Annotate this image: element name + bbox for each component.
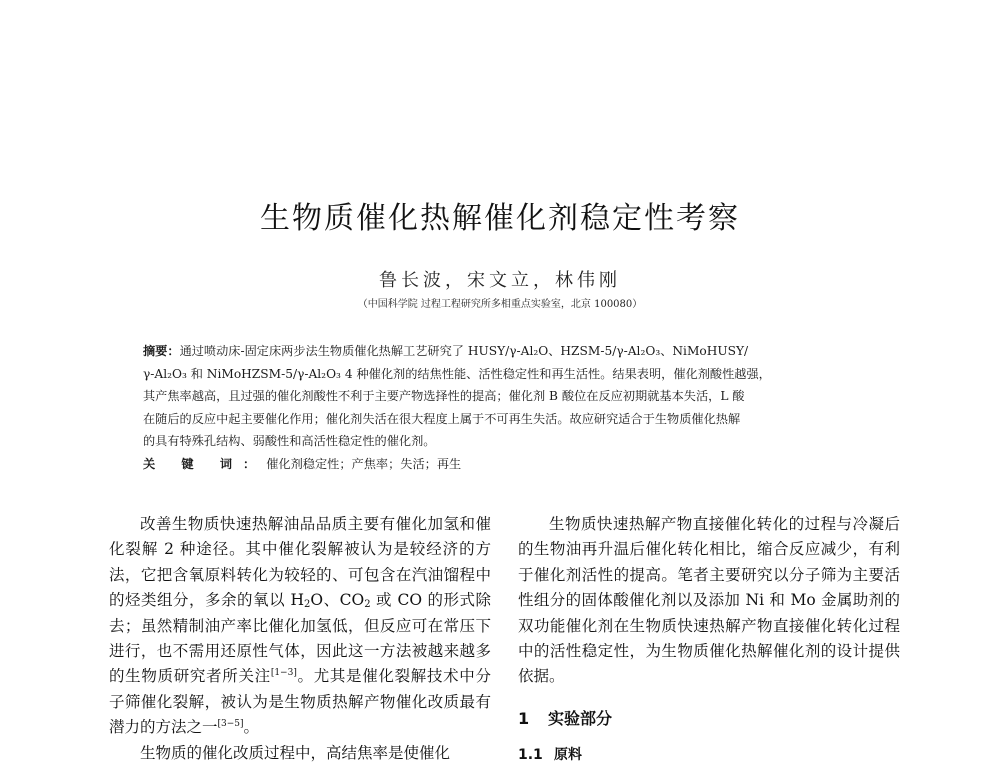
abstract-text: 通过喷动床-固定床两步法生物质催化热解工艺研究了 HUSY/γ-Al₂O、HZSM-5/γ-Al₂O₃、NiMoHUSY/ (179, 344, 749, 358)
section-number: 1 (518, 708, 530, 728)
text-run: 或 CO 的形式除去；虽然精制油产率比催化加氢低，但反应可在常压下进行，也不需用还原性气体，因此这一方法被越来越多的生物质研究者所关注 (109, 591, 491, 686)
text-run: 改善生物质快速热解油品品质主要有催化加氢和催化裂解 2 种途径。其中催化裂解被认为是较经济的方法，它把含氧原料转化为较轻的、可包含在汽油馏程中的烃类组分，多余的氧以 H (109, 515, 491, 610)
abstract-line: 在随后的反应中起主要催化作用；催化剂失活在很大程度上属于不可再生失活。故应研究适合于生物质催化热解 (143, 411, 741, 426)
text-run: 。尤其是催化裂解技术中分子筛催化裂解，被认为是生物质热解产物催化改质最有潜力的方法之一 (109, 667, 491, 737)
text-run: O、CO (310, 591, 365, 610)
subscript: 2 (304, 599, 311, 611)
section-title: 实验部分 (548, 708, 613, 728)
abstract-line: γ-Al₂O₃ 和 NiMoHZSM-5/γ-Al₂O₃ 4 种催化剂的结焦性能、活性稳定性和再生活性。结果表明，催化剂酸性越强， (143, 366, 771, 381)
subsection-number: 1.1 (518, 747, 543, 764)
subscript: 2 (364, 599, 371, 611)
abstract-label: 摘要： (143, 344, 180, 358)
intro-paragraph (109, 512, 491, 741)
citation-ref[interactable]: [1−3] (270, 668, 297, 679)
citation-ref[interactable]: [3−5] (217, 719, 244, 730)
left-column (109, 512, 491, 766)
section-heading-1 (518, 706, 900, 731)
intro-paragraph-right: 生物质快速热解产物直接催化转化的过程与冷凝后的生物油再升温后催化转化相比，缩合反应减少，有利于催化剂活性的提高。笔者主要研究以分子筛为主要活性组分的固体酸催化剂以及添加 Ni 和 Mo 金属助剂的双功能催化剂在生物质快速热解产物直接催化转化过程中的活性稳定性，为生物质催化热解催化剂的设计提供依据。 (518, 515, 900, 686)
subsection-heading-1-1 (518, 743, 900, 768)
keywords-text: 催化剂稳定性；产焦率；失活；再生 (266, 456, 462, 471)
intro-paragraph-2: 生物质的催化改质过程中，高结焦率是使催化 (140, 743, 451, 762)
affiliation: （中国科学院 过程工程研究所多相重点实验室，北京 100080） (357, 299, 643, 310)
abstract-block (143, 340, 861, 475)
keywords (143, 453, 861, 476)
abstract-line: 其产焦率越高，且过强的催化剂酸性不利于主要产物选择性的提高；催化剂 B 酸位在反应初期就基本失活，L 酸 (143, 389, 745, 403)
abstract-line (143, 340, 861, 363)
subsection-title: 原料 (554, 747, 582, 764)
text-run: 。 (243, 718, 260, 737)
right-column (518, 512, 900, 769)
abstract-line: 的具有特殊孔结构、弱酸性和高活性稳定性的催化剂。 (143, 434, 436, 448)
keywords-label: 关 键 词： (143, 456, 267, 471)
authors: 鲁长波，宋文立，林伟刚 (379, 270, 621, 291)
paper-title: 生物质催化热解催化剂稳定性考察 (260, 201, 740, 236)
